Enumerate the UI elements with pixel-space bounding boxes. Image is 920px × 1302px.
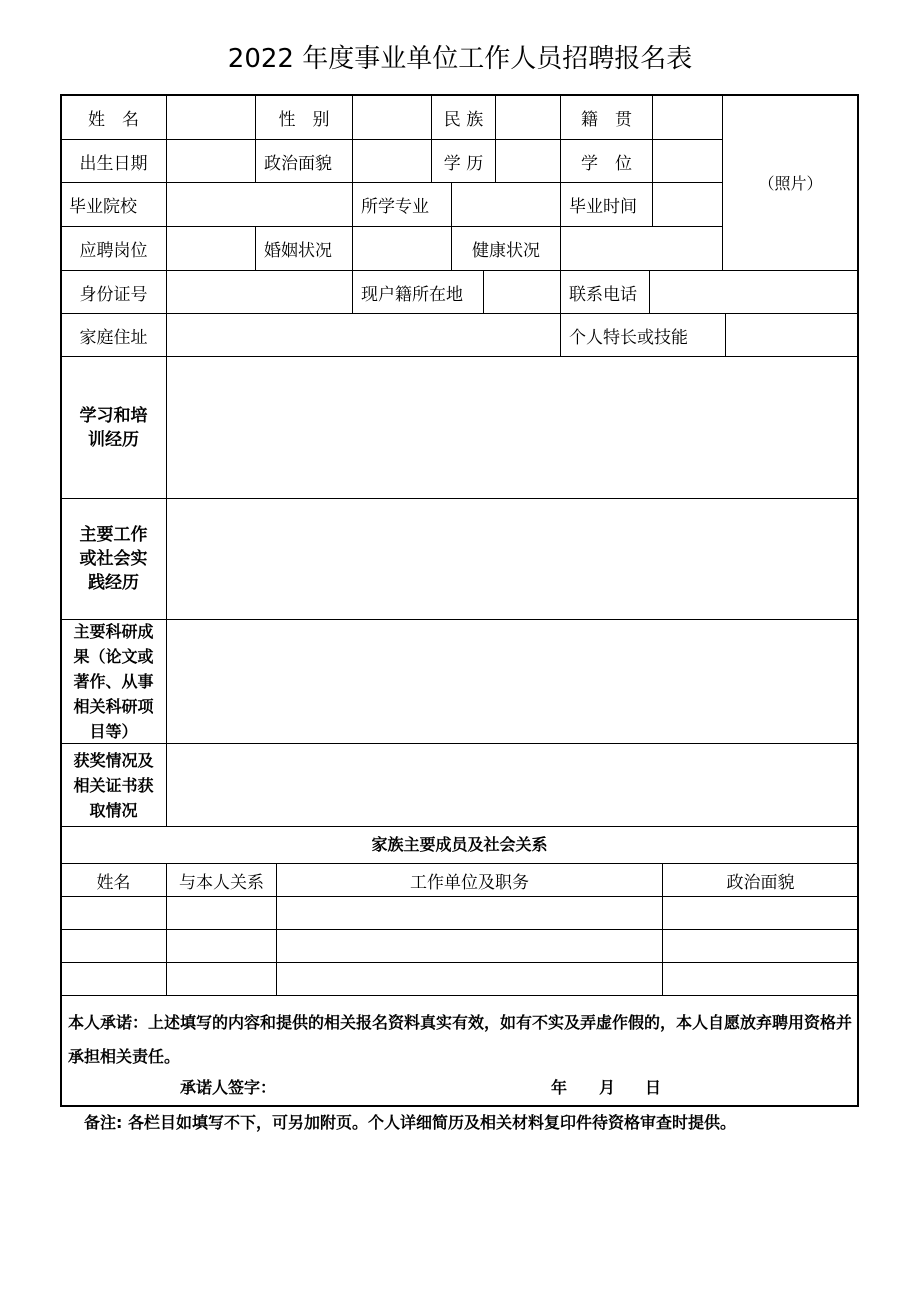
form-title: 2022 年度事业单位工作人员招聘报名表 <box>227 44 693 74</box>
label-name: 姓 名 <box>88 109 139 130</box>
specialty-field[interactable] <box>726 314 858 356</box>
education-field[interactable] <box>496 140 560 182</box>
major-field[interactable] <box>452 183 560 226</box>
family-col-political-status: 政治面貌 <box>726 872 795 893</box>
ethnicity-field[interactable] <box>496 95 560 139</box>
birth-date-field[interactable] <box>167 140 255 182</box>
label-position-applied: 应聘岗位 <box>79 241 148 261</box>
label-marital-status: 婚姻状况 <box>264 241 332 261</box>
gender-field[interactable] <box>353 95 431 139</box>
label-graduate-school: 毕业院校 <box>69 197 137 217</box>
political-status-field[interactable] <box>353 140 431 182</box>
photo-box[interactable]: （照片） <box>758 174 823 193</box>
label-home-address: 家庭住址 <box>79 327 148 348</box>
label-political-status: 政治面貌 <box>264 153 332 174</box>
awards-field[interactable] <box>167 744 858 826</box>
label-ethnicity: 民 族 <box>443 109 484 130</box>
pledge-text: 本人承诺：上述填写的内容和提供的相关报名资料真实有效，如有不实及弄虚作假的，本人自愿放弃聘用资格并承担相关责任。 <box>68 1013 853 1066</box>
name-field[interactable] <box>167 95 255 139</box>
label-study-training: 学习和培训经历 <box>79 405 148 450</box>
family-heading: 家族主要成员及社会关系 <box>371 835 548 854</box>
label-household-location: 现户籍所在地 <box>361 284 463 305</box>
family-row[interactable] <box>61 930 858 962</box>
row-divider <box>60 995 859 996</box>
marital-status-field[interactable] <box>353 227 451 270</box>
label-health-status: 健康状况 <box>472 241 540 261</box>
date-day-label: 日 <box>645 1078 662 1097</box>
label-gender: 性 别 <box>278 109 330 130</box>
label-phone: 联系电话 <box>569 284 637 305</box>
label-native-place: 籍 贯 <box>581 109 632 130</box>
signature-field[interactable] <box>290 1072 520 1098</box>
home-address-field[interactable] <box>167 314 560 356</box>
family-row[interactable] <box>61 897 858 929</box>
work-practice-field[interactable] <box>167 499 858 619</box>
id-number-field[interactable] <box>167 271 352 313</box>
native-place-field[interactable] <box>653 95 722 139</box>
footnote: 备注: 各栏目如填写不下，可另加附页。个人详细简历及相关材料复印件待资格审查时提供。 <box>84 1113 736 1132</box>
research-field[interactable] <box>167 620 858 743</box>
label-specialty: 个人特长或技能 <box>569 327 688 348</box>
label-graduation-time: 毕业时间 <box>569 197 637 217</box>
label-degree: 学 位 <box>581 153 632 174</box>
signer-label: 承诺人签字： <box>180 1078 277 1097</box>
family-col-name: 姓名 <box>96 872 131 893</box>
family-col-relation: 与本人关系 <box>179 872 264 893</box>
date-year-label: 年 <box>551 1078 568 1097</box>
position-applied-field[interactable] <box>167 227 255 270</box>
household-location-field[interactable] <box>484 271 560 313</box>
label-work-practice: 主要工作或社会实践经历 <box>79 525 148 593</box>
health-status-field[interactable] <box>561 227 722 270</box>
degree-field[interactable] <box>653 140 722 182</box>
label-education: 学 历 <box>443 153 484 174</box>
label-research: 主要科研成果（论文或著作、从事相关科研项目等） <box>73 622 154 741</box>
family-col-workplace: 工作单位及职务 <box>410 872 529 893</box>
graduation-time-field[interactable] <box>653 183 722 226</box>
label-major: 所学专业 <box>361 197 429 217</box>
family-row[interactable] <box>61 963 858 995</box>
study-training-field[interactable] <box>167 357 858 498</box>
phone-field[interactable] <box>650 271 858 313</box>
label-awards: 获奖情况及相关证书获取情况 <box>73 750 154 820</box>
label-birth-date: 出生日期 <box>79 153 148 174</box>
graduate-school-field[interactable] <box>167 183 352 226</box>
date-month-label: 月 <box>599 1078 616 1097</box>
label-id-number: 身份证号 <box>79 284 148 305</box>
